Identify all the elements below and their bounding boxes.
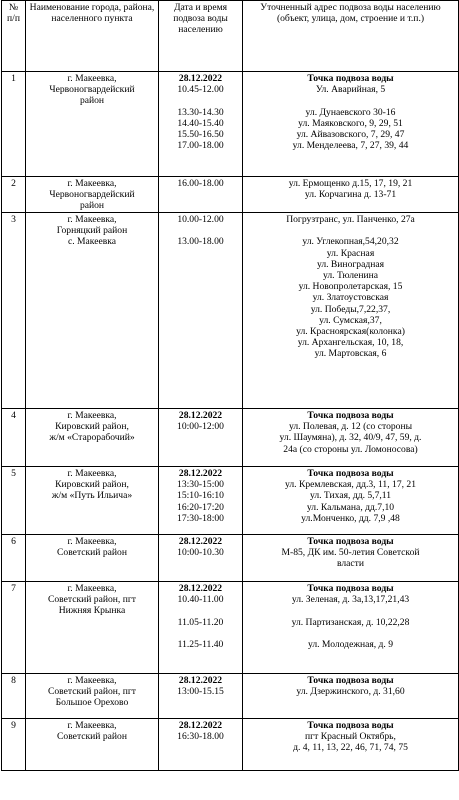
time-line: 17:30-18:00: [177, 512, 224, 524]
header-time: Дата и время подвоза воды населению: [159, 1, 243, 72]
row-number: 1: [2, 72, 26, 177]
cell-addr: [243, 409, 459, 467]
time-line: 10.00-12.00: [177, 214, 224, 225]
name-line: ж/м «Путь Ильича»: [51, 490, 133, 502]
cell-name: [26, 467, 159, 535]
name-line: с. Макеевка: [67, 236, 117, 248]
addr-line: 24а (со стороны ул. Ломоносова): [283, 443, 418, 455]
addr-line: [245, 605, 456, 616]
name-line: г. Макеевка,: [67, 468, 117, 479]
time-line: 10:00-10.30: [177, 547, 224, 559]
time-line: 11.25-11.40: [177, 638, 224, 650]
addr-line: Точка подвоза воды: [307, 536, 394, 547]
addr-line: Погрузтранс, ул. Панченко, 27а: [286, 214, 415, 225]
addr-line: Ул. Аварийная, 5: [315, 84, 386, 96]
time-line: 28.12.2022: [178, 410, 223, 421]
name-line: Нижняя Крынка: [58, 605, 126, 617]
addr-line: пгт Красный Октябрь,: [305, 731, 396, 743]
cell-addr: [243, 535, 459, 582]
table-row: [2, 177, 459, 213]
name-line: г. Макеевка,: [67, 410, 117, 421]
addr-line: власти: [336, 558, 365, 570]
cell-time: [159, 535, 243, 582]
time-line: 13:00-15.15: [177, 686, 224, 698]
cell-addr: [243, 674, 459, 719]
addr-line: ул. Менделеева, 7, 27, 39, 44: [292, 140, 409, 152]
name-line: Червоногвардейский: [49, 84, 135, 96]
name-line: Советский район: [57, 547, 127, 559]
addr-line: ул. Мартовская, 6: [314, 348, 387, 360]
name-line: Советский район, пгт: [47, 594, 136, 606]
time-line: 11.05-11.20: [177, 616, 224, 628]
row-number: 8: [2, 674, 26, 719]
addr-line: ул. Кальмана, дд.7,10: [306, 501, 395, 513]
cell-name: [26, 535, 159, 582]
table-row: [2, 582, 459, 674]
time-line: [161, 628, 240, 639]
row-number: 9: [2, 719, 26, 771]
table-row: [2, 213, 459, 409]
name-line: Большое Орехово: [55, 697, 129, 709]
time-line: 14.40-15.40: [177, 117, 224, 129]
time-line: 16:20-17:20: [177, 501, 224, 513]
cell-time: [159, 177, 243, 213]
addr-line: ул. Полевая, д. 12 (со стороны: [288, 421, 413, 433]
addr-line: [245, 225, 456, 236]
header-addr: Уточненный адрес подвоза воды населению (объект, улица, дом, строение и т.п.): [243, 1, 459, 72]
cell-addr: [243, 177, 459, 213]
addr-line: ул. Дунаевского 30-16: [305, 106, 396, 118]
name-line: Кировский район,: [55, 479, 129, 491]
row-number: 7: [2, 582, 26, 674]
addr-line: ул. Новопролетарская, 15: [298, 281, 403, 293]
time-line: 10.40-11.00: [177, 594, 224, 606]
time-line: 13.00-18.00: [177, 236, 224, 248]
name-line: ж/м «Старорабочий»: [49, 432, 135, 444]
name-line: г. Макеевка,: [67, 675, 117, 686]
addr-line: ул. Кремлевская, дд.3, 11, 17, 21: [284, 479, 417, 491]
cell-addr: [243, 213, 459, 409]
header-name: Наименование города, района, населенного пункта: [26, 1, 159, 72]
name-line: район: [79, 200, 105, 212]
table-row: [2, 467, 459, 535]
name-line: г. Макеевка,: [67, 583, 117, 594]
time-line: 28.12.2022: [178, 675, 223, 686]
addr-line: ул. Айвазовского, 7, 29, 47: [296, 129, 405, 140]
time-line: [161, 95, 240, 106]
cell-name: [26, 409, 159, 467]
name-line: район: [79, 95, 105, 107]
addr-line: ул. Дзержинского, д. 31,60: [296, 686, 405, 698]
time-line: 16:30-18.00: [177, 731, 224, 743]
addr-line: ул. Молодежная, д. 9: [307, 638, 394, 650]
time-line: 15.50-16.50: [177, 129, 224, 140]
addr-line: ул. Углекопная,54,20,32: [302, 236, 399, 248]
table-row: [2, 674, 459, 719]
addr-line: ул. Ермощенко д.15, 17, 19, 21: [288, 178, 413, 189]
table-row: [2, 72, 459, 177]
cell-name: [26, 177, 159, 213]
cell-name: [26, 674, 159, 719]
cell-addr: [243, 582, 459, 674]
addr-line: Точка подвоза воды: [307, 468, 394, 479]
time-line: 10:00-12:00: [177, 421, 224, 433]
row-number: 3: [2, 213, 26, 409]
addr-line: ул. Партизанская, д. 10,22,28: [291, 616, 410, 628]
addr-line: Точка подвоза воды: [307, 583, 394, 594]
name-line: г. Макеевка,: [67, 536, 117, 547]
addr-line: [245, 628, 456, 639]
cell-name: [26, 72, 159, 177]
header-num: № п/п: [2, 1, 26, 72]
table-row: [2, 409, 459, 467]
cell-name: [26, 582, 159, 674]
addr-line: Точка подвоза воды: [307, 675, 394, 686]
time-line: 28.12.2022: [178, 720, 223, 731]
name-line: Советский район, пгт: [47, 686, 136, 698]
time-line: 13.30-14.30: [177, 106, 224, 118]
cell-addr: [243, 467, 459, 535]
cell-time: [159, 674, 243, 719]
addr-line: ул. Маяковского, 9, 29, 51: [298, 117, 403, 129]
time-line: 15:10-16:10: [177, 490, 224, 502]
addr-line: д. 4, 11, 13, 22, 46, 71, 74, 75: [293, 742, 408, 754]
name-line: г. Макеевка,: [67, 73, 117, 84]
addr-line: ул. Победы,7,22,37,: [310, 303, 391, 315]
addr-line: ул. Зеленая, д. 3а,13,17,21,43: [291, 594, 410, 606]
name-line: г. Макеевка,: [67, 720, 117, 731]
cell-name: [26, 213, 159, 409]
row-number: 5: [2, 467, 26, 535]
addr-line: ул. Виноградная: [316, 258, 385, 270]
addr-line: ул. Красноярская(колонка): [296, 326, 405, 338]
cell-time: [159, 582, 243, 674]
water-delivery-table: [1, 0, 459, 771]
time-line: 17.00-18.00: [177, 140, 224, 152]
time-line: [161, 225, 240, 236]
cell-time: [159, 719, 243, 771]
table-row: [2, 719, 459, 771]
row-number: 4: [2, 409, 26, 467]
addr-line: ул. Златоустовская: [312, 292, 389, 304]
cell-time: [159, 72, 243, 177]
cell-time: [159, 213, 243, 409]
addr-line: ул. Тихая, дд. 5,7,11: [309, 490, 392, 502]
cell-time: [159, 409, 243, 467]
time-line: 28.12.2022: [178, 583, 223, 594]
addr-line: ул. Тюленина: [323, 270, 378, 281]
name-line: г. Макеевка,: [67, 214, 117, 225]
header-row: [2, 1, 459, 72]
name-line: г. Макеевка,: [67, 178, 117, 189]
time-line: 28.12.2022: [178, 468, 223, 479]
addr-line: Точка подвоза воды: [307, 720, 394, 731]
addr-line: Точка подвоза воды: [307, 73, 394, 84]
time-line: 28.12.2022: [178, 536, 223, 547]
table-row: [2, 535, 459, 582]
time-line: 13:30-15:00: [177, 479, 224, 491]
addr-line: ул. Сумская,37,: [319, 314, 382, 326]
addr-line: ул. Корчагина д. 13-71: [304, 189, 397, 201]
name-line: Червоногвардейский: [49, 189, 135, 201]
addr-line: ул. Архангельская, 10, 18,: [297, 337, 404, 349]
name-line: Советский район: [57, 731, 127, 743]
cell-name: [26, 719, 159, 771]
addr-line: ул. Красная: [326, 247, 375, 259]
addr-line: ул. Шаумяна), д. 32, 40/9, 47, 59, д.: [279, 432, 422, 444]
addr-line: ул.Монченко, дд. 7,9 ,48: [301, 512, 400, 524]
addr-line: [245, 95, 456, 106]
cell-addr: [243, 72, 459, 177]
row-number: 2: [2, 177, 26, 213]
cell-time: [159, 467, 243, 535]
addr-line: Точка подвоза воды: [307, 410, 394, 421]
time-line: [161, 605, 240, 616]
name-line: Горняцкий район: [56, 225, 128, 237]
time-line: 16.00-18.00: [177, 178, 224, 189]
time-line: 28.12.2022: [178, 73, 223, 84]
cell-addr: [243, 719, 459, 771]
name-line: Кировский район,: [55, 421, 129, 433]
row-number: 6: [2, 535, 26, 582]
time-line: 10.45-12.00: [177, 84, 224, 96]
addr-line: М-85, ДК им. 50-летия Советской: [281, 547, 420, 559]
